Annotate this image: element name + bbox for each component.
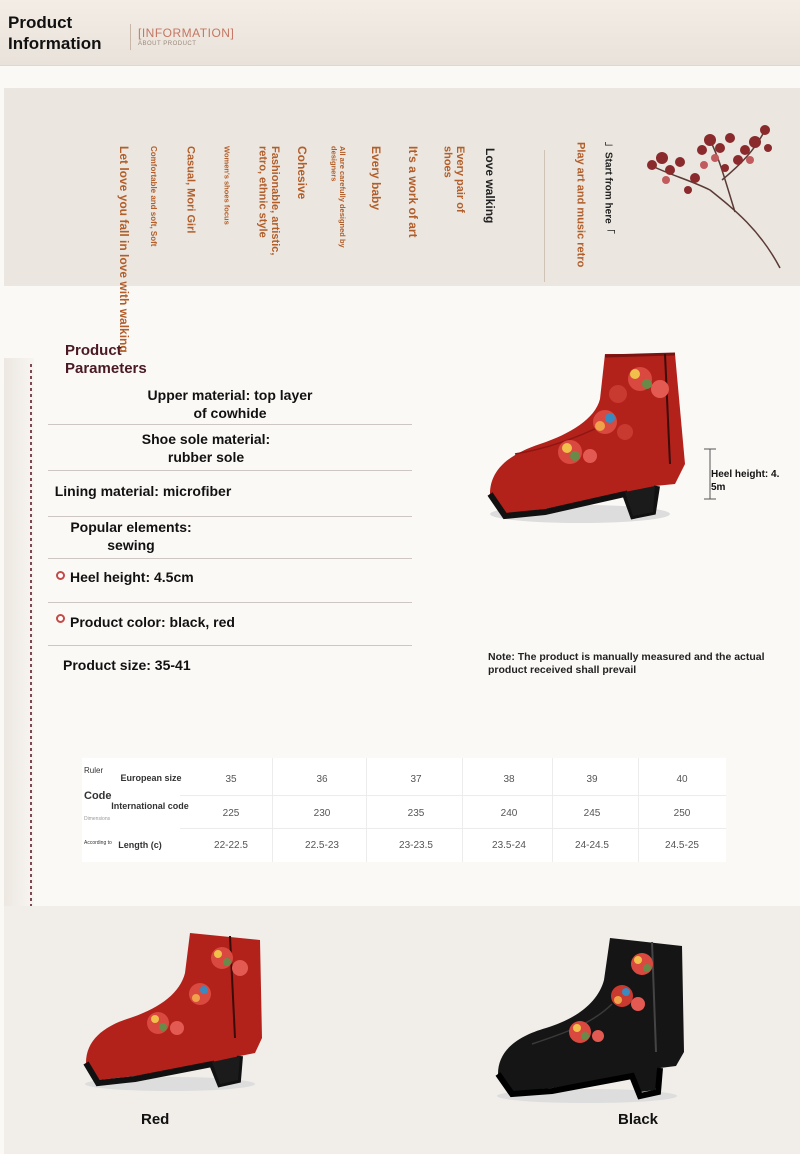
size-intl-cell: 230 <box>313 808 331 819</box>
param-size <box>41 656 405 674</box>
size-eu-cell: 36 <box>316 774 328 785</box>
size-length-cell: 23-23.5 <box>399 840 433 851</box>
params-title-line1: Product <box>65 342 122 359</box>
size-intl-cell: 240 <box>500 808 518 819</box>
slogan-column: Let love you fall in love with walking <box>117 146 131 353</box>
slogan-column: Casual, Mori Girl <box>184 146 197 234</box>
param-divider <box>48 424 412 425</box>
param-upper-line2: of cowhide <box>193 405 267 421</box>
slogan-column: Comfortable and soft, Soft <box>149 146 159 247</box>
param-popular <box>16 518 246 554</box>
param-popular-line2: sewing <box>107 537 155 553</box>
slogan-column: Every baby <box>368 146 383 211</box>
size-row-label: Length (c) <box>118 840 162 850</box>
slogan-column: Love walking <box>482 148 497 224</box>
param-lining-text: Lining material: microfiber <box>54 483 232 499</box>
size-length-cell: 22-22.5 <box>214 840 248 851</box>
page-title <box>8 12 102 54</box>
slogan-column: Every pair of shoes <box>441 146 466 213</box>
size-length-cell: 22.5-23 <box>305 840 339 851</box>
params-title-line2: Parameters <box>65 360 147 377</box>
param-sole-line2: rubber sole <box>167 449 245 465</box>
size-row-label: International code <box>111 801 189 811</box>
param-upper-material <box>48 386 412 422</box>
color-label-red: Red <box>141 1111 170 1128</box>
params-title <box>65 342 147 378</box>
size-intl-cell: 245 <box>583 808 601 819</box>
heel-note-line2: 5m <box>711 482 726 493</box>
red-boot-image <box>485 344 700 529</box>
param-divider <box>48 645 412 646</box>
param-lining <box>28 482 258 500</box>
heel-height-note <box>711 468 791 494</box>
slogan-column: It's a work of art <box>405 146 420 238</box>
size-code-label: Code <box>84 790 112 802</box>
size-intl-cell: 250 <box>673 808 691 819</box>
header-info-sub: ABOUT PRODUCT <box>138 41 197 47</box>
red-boot-variant-image <box>80 928 270 1092</box>
size-length-cell: 24.5-25 <box>665 840 699 851</box>
size-eu-cell: 40 <box>676 774 688 785</box>
color-label-black: Black <box>618 1111 659 1128</box>
size-eu-cell: 39 <box>586 774 598 785</box>
param-color <box>48 613 412 631</box>
black-boot-variant-image <box>492 934 692 1104</box>
param-size-text: Product size: 35-41 <box>63 657 191 673</box>
param-sole-line1: Shoe sole material: <box>141 431 271 447</box>
slogan-column: Cohesive <box>294 146 309 200</box>
size-intl-cell: 225 <box>222 808 240 819</box>
header-bar <box>0 0 800 66</box>
param-divider <box>48 516 412 517</box>
size-row-label: European size <box>120 773 182 783</box>
slogan-column: Play art and music retro <box>574 142 587 268</box>
slogan-column: Women's shoes focus <box>222 146 232 225</box>
slogan-column: 」Start from here「 <box>602 142 614 234</box>
heel-note-line1: Heel height: 4. <box>711 469 780 480</box>
page-title-line1: Product <box>8 13 73 32</box>
param-heel <box>48 568 412 586</box>
slogan-column: All are carefully designed by designers <box>329 146 347 248</box>
size-eu-cell: 38 <box>503 774 515 785</box>
param-sole-material <box>24 430 388 466</box>
size-length-cell: 23.5-24 <box>492 840 526 851</box>
param-divider <box>48 558 412 559</box>
slogan-column: Fashionable, artistic, retro, ethnic style <box>256 146 281 256</box>
size-length-cell: 24-24.5 <box>575 840 609 851</box>
table-grid-line <box>272 758 273 862</box>
size-ruler-label: Ruler <box>84 766 104 775</box>
band-divider <box>544 150 545 282</box>
measurement-note: Note: The product is manually measured and the actual product received shall prevail <box>488 651 765 676</box>
branch-illustration <box>640 120 790 270</box>
table-grid-line <box>180 828 726 829</box>
size-eu-cell: 35 <box>225 774 237 785</box>
size-eu-cell: 37 <box>410 774 422 785</box>
size-intl-cell: 235 <box>407 808 425 819</box>
table-grid-line <box>638 758 639 862</box>
param-upper-line1: Upper material: top layer <box>147 387 313 403</box>
param-divider <box>48 470 412 471</box>
page-title-line2: Information <box>8 34 102 53</box>
header-divider <box>130 24 131 50</box>
param-color-text: Product color: black, red <box>70 614 235 630</box>
param-popular-line1: Popular elements: <box>70 519 192 535</box>
param-divider <box>48 602 412 603</box>
param-heel-text: Heel height: 4.5cm <box>70 569 194 585</box>
size-dimensions-label: Dimensions <box>84 816 111 822</box>
table-grid-line <box>180 795 726 796</box>
size-according-label: According to <box>84 840 112 846</box>
header-info-label: [INFORMATION] <box>138 26 235 40</box>
table-grid-line <box>462 758 463 862</box>
